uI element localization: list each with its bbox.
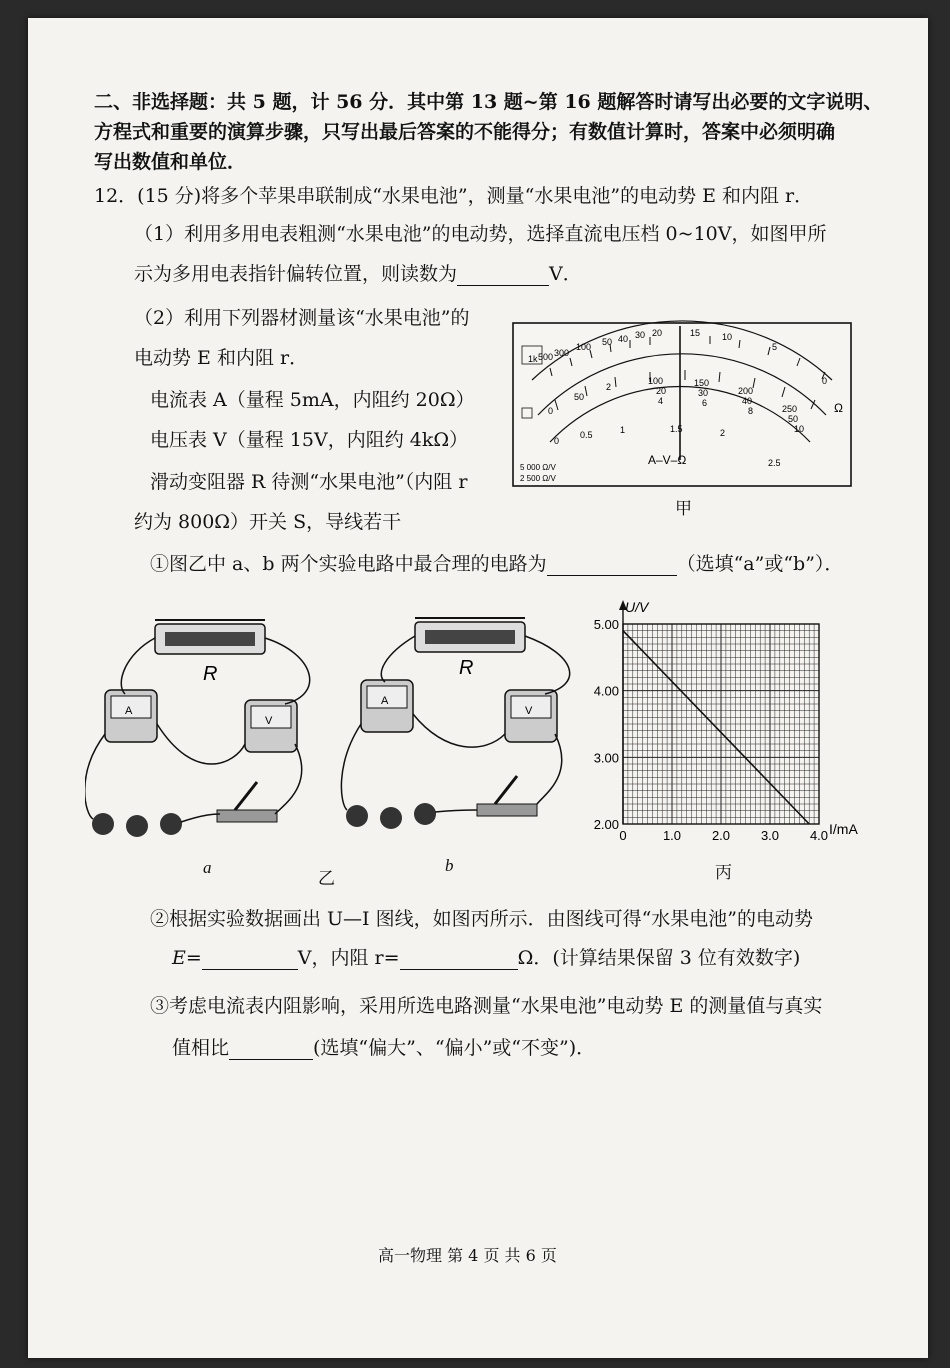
svg-text:150: 150 [694,378,710,388]
svg-text:30: 30 [635,330,646,340]
equipment-rheostat: 滑动变阻器 R 待测“水果电池”（内阻 r [150,471,468,493]
answer-blank-comparison[interactable] [229,1039,313,1060]
q12-sub1-hint: （选填“a”或“b”）． [676,553,844,575]
equipment-switch: 约为 800Ω）开关 S，导线若干 [134,511,402,533]
answer-blank-emf[interactable] [202,949,298,970]
figure-jia-caption: 甲 [675,499,692,519]
svg-text:0.5: 0.5 [580,430,593,440]
x-tick-label: 4.0 [809,828,829,843]
q12-p1-unit: V． [549,263,582,285]
section-line-1: 二、非选择题：共 5 题，计 56 分．其中第 13 题~第 16 题解答时请写出必要的文字说明、 [94,91,883,113]
svg-text:0: 0 [822,376,828,386]
y-tick-label: 5.00 [593,617,619,632]
voltmeter-label-a: V [265,715,273,727]
q12-p1-line2 [134,262,582,286]
svg-text:0: 0 [554,436,560,446]
svg-text:40: 40 [618,334,629,344]
y-tick-label: 3.00 [593,750,619,766]
q12-stem: 12．(15 分)将多个苹果串联制成“水果电池”，测量“水果电池”的电动势 E 和内阻 r． [94,185,814,207]
voltmeter-label-b: V [525,705,533,717]
meter-sensitivity-1: 5 000 Ω/V [520,463,556,472]
chart-grid [623,624,819,824]
circuit-a-label: a [203,858,212,877]
svg-text:300: 300 [554,348,570,358]
svg-text:2.5: 2.5 [768,458,781,468]
svg-text:0: 0 [548,406,554,416]
meter-center-label: A–V–Ω [648,453,687,467]
svg-text:2: 2 [720,428,726,438]
q12-sub3-hint: (选填“偏大”、“偏小”或“不变”)． [313,1037,596,1059]
svg-text:30: 30 [698,388,709,398]
svg-text:50: 50 [574,392,585,402]
svg-text:20: 20 [652,328,663,338]
q12-sub2-line1: ②根据实验数据画出 U—I 图线，如图丙所示．由图线可得“水果电池”的电动势 [150,908,814,930]
x-tick-label: 0 [619,828,627,843]
ui-chart [585,598,875,848]
svg-text:10: 10 [794,424,805,434]
x-tick-label: 1.0 [662,828,682,843]
svg-text:50: 50 [788,414,799,424]
meter-sensitivity-2: 2 500 Ω/V [520,474,556,483]
circuit-a [85,620,310,837]
ammeter-label-a: A [125,705,133,717]
svg-text:6: 6 [702,398,708,408]
svg-text:2: 2 [606,382,612,392]
circuit-b [341,618,569,829]
answer-blank-resistance[interactable] [400,949,518,970]
resistance-label: V，内阻 r= [297,947,400,969]
svg-text:4: 4 [658,396,664,406]
y-tick-label: 4.00 [593,683,619,699]
svg-text:5: 5 [772,342,778,352]
q12-p2-line1: （2）利用下列器材测量该“水果电池”的 [134,307,470,329]
svg-text:10: 10 [722,332,733,342]
figure-bing-caption: 丙 [715,863,732,883]
svg-text:250: 250 [782,404,798,414]
q12-sub3-line2 [172,1036,595,1060]
answer-blank-circuit[interactable] [547,555,677,576]
equipment-voltmeter: 电压表 V（量程 15V，内阻约 4kΩ） [150,429,469,451]
q12-sub2-line2 [172,946,800,970]
figure-yi-caption: 乙 [318,869,335,889]
circuit-diagrams [85,614,605,844]
ohm-unit: Ω [834,401,843,415]
svg-text:100: 100 [576,342,592,352]
section-line-2: 方程式和重要的演算步骤，只写出最后答案的不能得分；有数值计算时，答案中必须明确 [94,121,836,143]
equipment-ammeter: 电流表 A（量程 5mA，内阻约 20Ω） [150,389,475,411]
q12-p1-line1: （1）利用多用电表粗测“水果电池”的电动势，选择直流电压档 0~10V，如图甲所 [134,223,827,245]
svg-text:1.5: 1.5 [670,424,683,434]
resistor-label-a: R [203,663,218,685]
svg-text:100: 100 [648,376,664,386]
svg-text:200: 200 [738,386,754,396]
svg-text:40: 40 [742,396,753,406]
svg-text:8: 8 [748,406,754,416]
ammeter-label-b: A [381,695,389,707]
answer-blank-reading[interactable] [457,265,549,286]
multimeter-dial [510,320,855,490]
q12-p1-text: 示为多用电表指针偏转位置，则读数为 [134,263,458,285]
q12-p2-line2: 电动势 E 和内阻 r． [134,347,309,369]
y-axis-label: U/V [625,599,649,615]
x-tick-label: 2.0 [711,828,731,843]
page-footer: 高一物理 第 4 页 共 6 页 [378,1246,557,1265]
q12-sub1-text: ①图乙中 a、b 两个实验电路中最合理的电路为 [150,553,547,575]
svg-text:1: 1 [620,425,626,435]
resistor-label-b: R [459,657,474,679]
emf-label: E= [172,947,202,969]
q12-sub2-tail: Ω．(计算结果保留 3 位有效数字) [517,947,801,969]
x-tick-label: 3.0 [760,828,780,843]
x-axis-label: I/mA [829,821,858,837]
svg-text:50: 50 [602,337,613,347]
q12-sub3-text: 值相比 [172,1037,230,1059]
svg-text:500: 500 [538,352,554,362]
q12-sub3-line1: ③考虑电流表内阻影响，采用所选电路测量“水果电池”电动势 E 的测量值与真实 [150,995,823,1017]
svg-text:15: 15 [690,328,701,338]
ohm-scale-1k: 1k [528,354,538,364]
q12-sub1 [150,552,843,576]
circuit-b-label: b [445,856,454,875]
section-line-3: 写出数值和单位． [94,151,247,173]
y-tick-label: 2.00 [593,817,619,832]
svg-text:20: 20 [656,386,667,396]
